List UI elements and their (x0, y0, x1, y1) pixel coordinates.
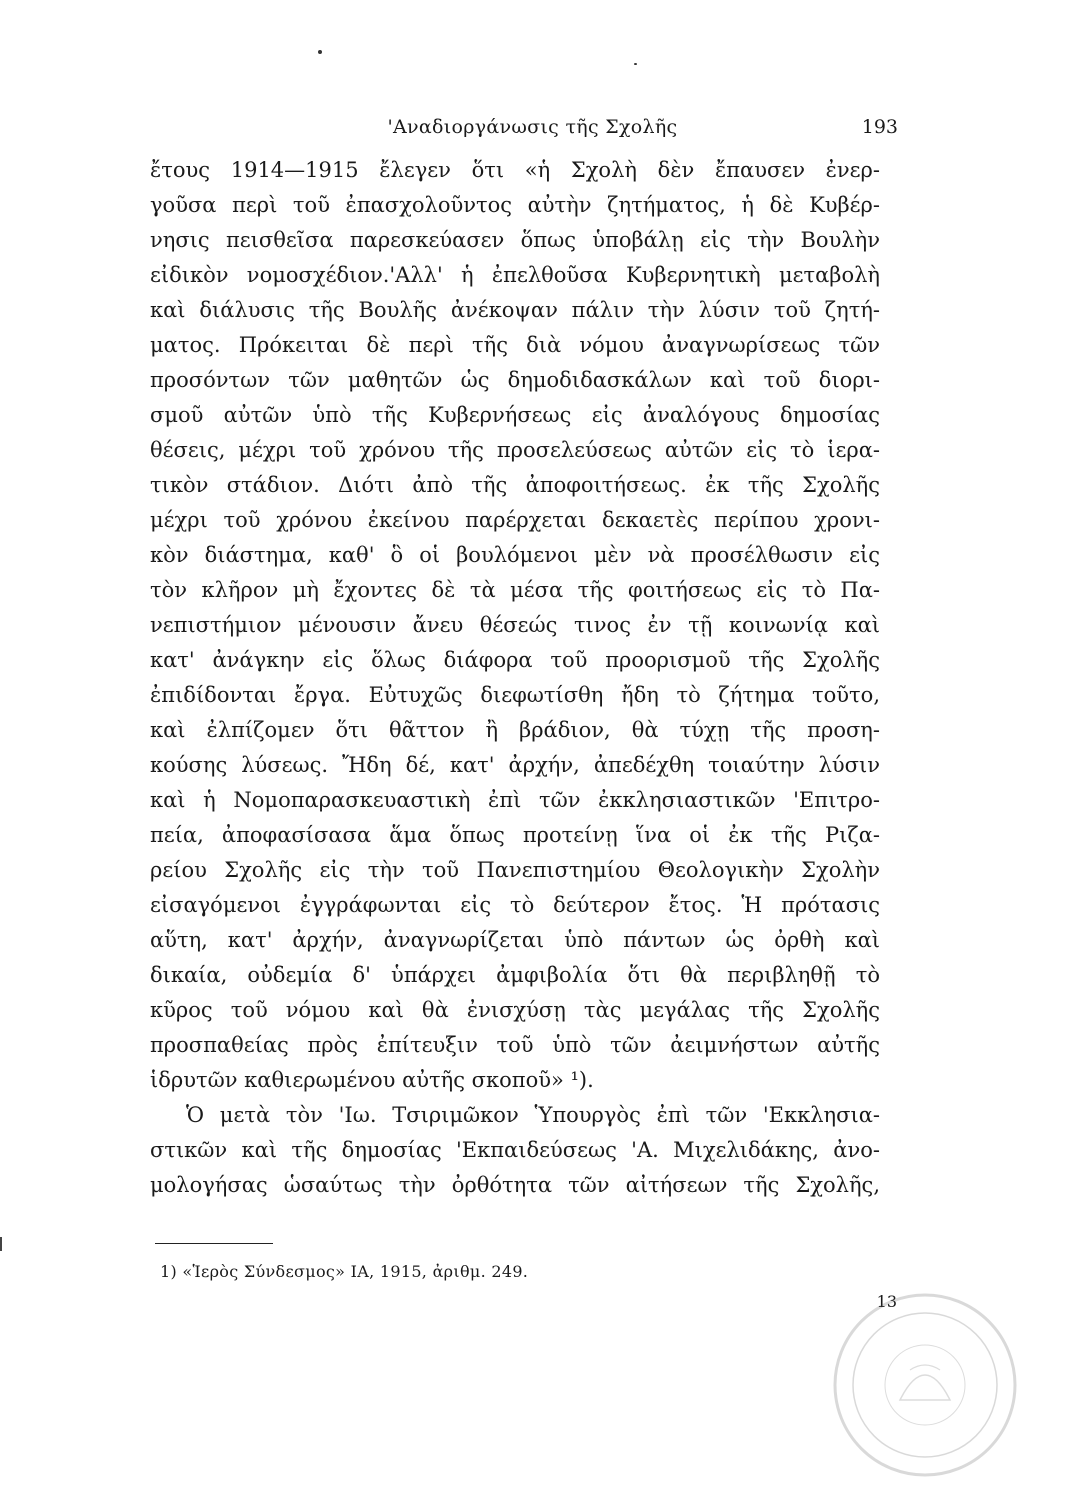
text-line: σμοῦ αὐτῶν ὑπὸ τῆς Κυβερνήσεως εἰς ἀναλόγους δημοσίας (150, 403, 880, 427)
text-line: κῦρος τοῦ νόμου καὶ θὰ ἐνισχύσῃ τὰς μεγάλας τῆς Σχολῆς (150, 998, 880, 1022)
text-line: καὶ ἐλπίζομεν ὅτι θᾶττον ἢ βράδιον, θὰ τύχῃ τῆς προση- (150, 718, 880, 742)
body-text (150, 153, 880, 1203)
text-line: ἐπιδίδονται ἔργα. Εὐτυχῶς διεφωτίσθη ἤδη τὸ ζήτημα τοῦτο, (150, 683, 880, 707)
ink-speck (318, 50, 322, 54)
text-line: ρείου Σχολῆς εἰς τὴν τοῦ Πανεπιστημίου Θεολογικὴν Σχολὴν (150, 858, 880, 882)
text-line: προσόντων τῶν μαθητῶν ὡς δημοδιδασκάλων καὶ τοῦ διορι- (150, 368, 880, 392)
text-line: τικὸν στάδιον. Διότι ἀπὸ τῆς ἀποφοιτήσεως. ἐκ τῆς Σχολῆς (150, 473, 880, 497)
running-title: 'Αναδιοργάνωσις τῆς Σχολῆς (387, 116, 678, 138)
text-line: θέσεις, μέχρι τοῦ χρόνου τῆς προσελεύσεως αὐτῶν εἰς τὸ ἱερα- (150, 438, 880, 462)
scan-edge-mark (0, 1237, 2, 1251)
text-line: ματος. Πρόκειται δὲ περὶ τῆς διὰ νόμου ἀναγνωρίσεως τῶν (150, 333, 880, 357)
text-line: νεπιστήμιον μένουσιν ἄνευ θέσεώς τινος ἐν τῇ κοινωνίᾳ καὶ (150, 613, 880, 637)
text-line: γοῦσα περὶ τοῦ ἐπασχολοῦντος αὐτὴν ζητήματος, ἡ δὲ Κυβέρ- (150, 193, 880, 217)
signature-mark: 13 (876, 1292, 897, 1311)
text-line: δικαία, οὐδεμία δ' ὑπάρχει ἀμφιβολία ὅτι θὰ περιβληθῇ τὸ (150, 963, 880, 987)
text-line: νησις πεισθεῖσα παρεσκεύασεν ὅπως ὑποβάλῃ εἰς τὴν Βουλὴν (150, 228, 880, 252)
text-line: μέχρι τοῦ χρόνου ἐκείνου παρέρχεται δεκαετὲς περίπου χρονι- (150, 508, 880, 532)
text-line: καὶ διάλυσις τῆς Βουλῆς ἀνέκοψαν πάλιν τὴν λύσιν τοῦ ζητή- (150, 298, 880, 322)
ink-speck (634, 63, 637, 65)
text-line: τὸν κλῆρον μὴ ἔχοντες δὲ τὰ μέσα τῆς φοιτήσεως εἰς τὸ Πα- (150, 578, 880, 602)
text-line: εἰσαγόμενοι ἐγγράφωνται εἰς τὸ δεύτερον ἔτος. Ἡ πρότασις (150, 893, 880, 917)
text-line: εἰδικὸν νομοσχέδιον.'Αλλ' ἡ ἐπελθοῦσα Κυβερνητικὴ μεταβολὴ (150, 263, 880, 287)
text-line: κατ' ἀνάγκην εἰς ὅλως διάφορα τοῦ προορισμοῦ τῆς Σχολῆς (150, 648, 880, 672)
footnote-rule (155, 1243, 273, 1244)
text-line: κούσης λύσεως. Ἤδη δέ, κατ' ἀρχήν, ἀπεδέχθη τοιαύτην λύσιν (150, 753, 880, 777)
text-line: προσπαθείας πρὸς ἐπίτευξιν τοῦ ὑπὸ τῶν ἀειμνήστων αὐτῆς (150, 1033, 880, 1057)
text-line: πεία, ἀποφασίσασα ἅμα ὅπως προτείνῃ ἵνα οἱ ἐκ τῆς Ριζα- (150, 823, 880, 847)
text-line: Ὁ μετὰ τὸν 'Ιω. Τσιριμῶκον Ὑπουργὸς ἐπὶ τῶν 'Εκκλησια- (186, 1103, 880, 1127)
text-line: καὶ ἡ Νομοπαρασκευαστικὴ ἐπὶ τῶν ἐκκλησιαστικῶν 'Επιτρο- (150, 788, 880, 812)
text-line: ἱδρυτῶν καθιερωμένου αὐτῆς σκοποῦ» ¹). (150, 1068, 594, 1092)
text-line: μολογήσας ὡσαύτως τὴν ὀρθότητα τῶν αἰτήσεων τῆς Σχολῆς, (150, 1173, 880, 1197)
footnote: 1) «Ἱερὸς Σύνδεσμος» ΙΑ, 1915, ἀριθμ. 249. (160, 1262, 529, 1281)
text-line: ἔτους 1914—1915 ἔλεγεν ὅτι «ἡ Σχολὴ δὲν ἔπαυσεν ἐνερ- (150, 158, 880, 182)
text-line: αὕτη, κατ' ἀρχήν, ἀναγνωρίζεται ὑπὸ πάντων ὡς ὀρθὴ καὶ (150, 928, 880, 952)
text-line: στικῶν καὶ τῆς δημοσίας 'Εκπαιδεύσεως 'Α. Μιχελιδάκης, ἀνο- (150, 1138, 880, 1162)
page-number: 193 (861, 116, 898, 138)
library-seal-watermark (830, 1290, 1020, 1480)
text-line: κὸν διάστημα, καθ' ὃ οἱ βουλόμενοι μὲν νὰ προσέλθωσιν εἰς (150, 543, 880, 567)
